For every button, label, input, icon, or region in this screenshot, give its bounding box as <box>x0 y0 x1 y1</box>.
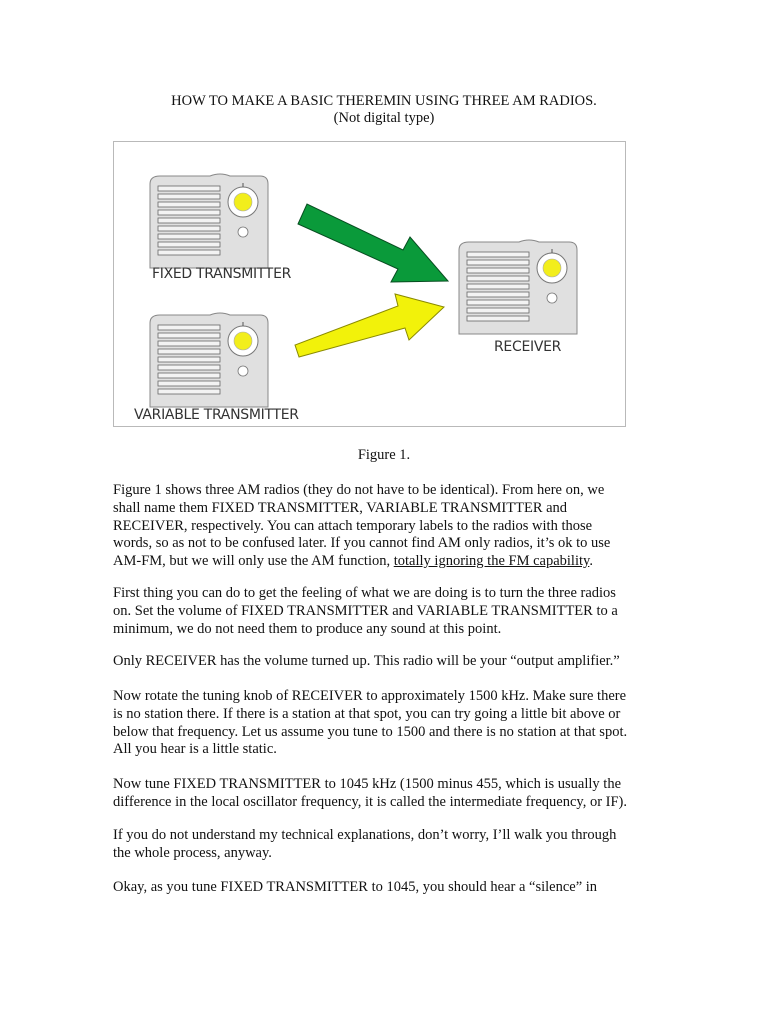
paragraph-4: Now rotate the tuning knob of RECEIVER to approximately 1500 kHz. Make sure there is no station there. If there is a station at that spot, you can try going a little bit above or below that frequency. Let us assume you tune to 1500 and there is no station at that spot. All you hear is a little static. <box>113 688 628 758</box>
variable-transmitter-radio <box>150 313 268 407</box>
paragraph-3: Only RECEIVER has the volume turned up. This radio will be your “output amplifier.” <box>113 653 620 669</box>
receiver-radio <box>459 240 577 334</box>
document-title: HOW TO MAKE A BASIC THEREMIN USING THREE AM RADIOS. <box>171 93 597 109</box>
paragraph-7: Okay, as you tune FIXED TRANSMITTER to 1045, you should hear a “silence” in <box>113 879 598 895</box>
yellow-arrow <box>295 294 444 357</box>
paragraph-1: Figure 1 shows three AM radios (they do not have to be identical). From here on, we shall name them FIXED TRANSMITTER, VARIABLE TRANSMITTER and RECEIVER, respectively. You can attach temporary labels to the radios with those words, so as not to be confused later. If you cannot find AM only radios, it’s ok to use AM-FM, but we will only use the AM function, totally ignoring the FM capability. <box>113 482 611 570</box>
paragraph-5: Now tune FIXED TRANSMITTER to 1045 kHz (1500 minus 455, which is usually the difference in the local oscillator frequency, it is called the intermediate frequency, or IF). <box>113 776 627 810</box>
figure-illustration <box>114 142 627 428</box>
paragraph-2: First thing you can do to get the feeling of what we are doing is to turn the three radios on. Set the volume of FIXED TRANSMITTER and VARIABLE TRANSMITTER to a minimum, we do not need them to produce any sound at this point. <box>113 585 618 637</box>
fixed-transmitter-label: FIXED TRANSMITTER <box>152 266 292 282</box>
fixed-transmitter-radio <box>150 174 268 268</box>
figure-caption: Figure 1. <box>357 447 411 463</box>
figure-1 <box>113 141 626 427</box>
document-subtitle: (Not digital type) <box>333 110 435 126</box>
variable-transmitter-label: VARIABLE TRANSMITTER <box>134 407 299 423</box>
paragraph-6: If you do not understand my technical explanations, don’t worry, I’ll walk you through the whole process, anyway. <box>113 827 617 861</box>
underlined-phrase: totally ignoring the FM capability <box>393 553 590 570</box>
receiver-label: RECEIVER <box>494 339 562 355</box>
green-arrow <box>298 204 448 282</box>
